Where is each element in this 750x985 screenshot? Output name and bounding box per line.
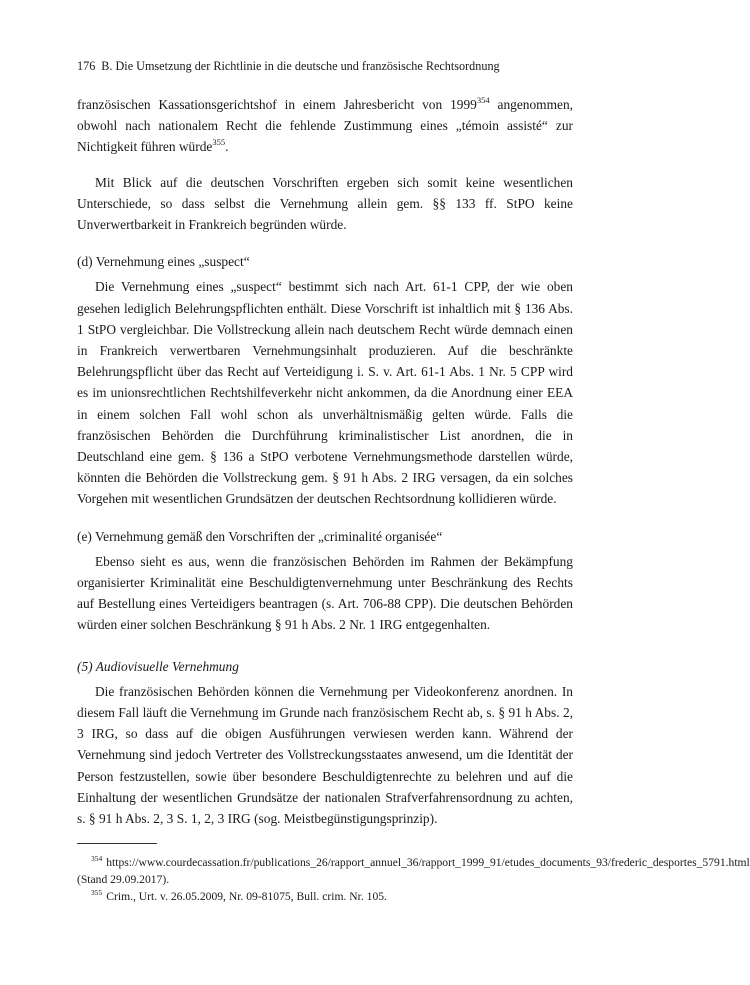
running-head (77, 58, 573, 74)
footnote-number: 355 (91, 888, 103, 897)
paragraph-4: Ebenso sieht es aus, wenn die französischen Behörden im Rahmen der Bekämpfung organisierter Kriminalität eine Beschuldigtenvernehmung unter Beschränkung des Rechts auf Bestellung eines Verteidigers beantragen (s. Art. 706-88 CPP). Die deutschen Behörden würden einer solchen Beschränkung § 91 h Abs. 2 Nr. 1 IRG entgegenhalten. (77, 553, 573, 633)
paragraph-1-text-b: angenommen, obwohl nach nationalem Recht die fehlende Zustimmung eines „témoin assisté“ zur Nichtigkeit führen würde (77, 97, 573, 155)
heading-d: (d) Vernehmung eines „suspect“ (77, 254, 250, 270)
heading-e: (e) Vernehmung gemäß den Vorschriften der „criminalité organisée“ (77, 528, 443, 544)
page-number: 176 (77, 59, 96, 73)
paragraph-1-text-c: . (225, 139, 229, 155)
footnote-text: Crim., Urt. v. 26.05.2009, Nr. 09-81075, Bull. crim. Nr. 105. (106, 890, 387, 903)
page-body (77, 58, 573, 829)
footnote-divider (77, 843, 157, 844)
paragraph-2: Mit Blick auf die deutschen Vorschriften ergeben sich somit keine wesentlichen Unterschiede, so dass selbst die Vernehmung allein gem. §§ 133 ff. StPO keine Unverwertbarkeit in Frankreich begründen würde. (77, 174, 573, 233)
footnote-number: 354 (91, 854, 103, 863)
heading-5: (5) Audiovisuelle Vernehmung (77, 658, 239, 674)
paragraph-1 (77, 94, 573, 158)
footnote-354 (77, 854, 750, 888)
footnote-355 (77, 888, 573, 905)
paragraph-1-text-a: französischen Kassationsgerichtshof in einem Jahresbericht von 1999 (77, 97, 477, 112)
paragraph-3: Die Vernehmung eines „suspect“ bestimmt sich nach Art. 61-1 CPP, der wie oben gesehen lediglich Belehrungspflichten enthält. Diese Vorschrift ist inhaltlich mit § 136 Abs. 1 StPO vergleichbar. Die Vollstreckung allein nach deutschem Recht würde demnach einen in Frankreich verwertbaren Vernehmungsinhalt produzieren. Auf die beschränkte Belehrungspflicht über das Recht auf Verteidigung i. S. v. Art. 61-1 Abs. 1 Nr. 5 CPP wird es im unionsrechtlichen Rechtshilfeverkehr nicht ankommen, da die Anordnung einer EEA in einem solchen Fall wohl schon als unverhältnismäßig gelten würde. Falls die französischen Behörden die Durchführung kriminalistischer List anordnen, die in Deutschland eine gem. § 136 a StPO verbotene Vernehmungsmethode darstellen würde, könnten die Behörden die Vollstreckung gem. § 91 h Abs. 2 IRG versagen, da ein solches Vorgehen mit wesentlichen Grundsätzen der deutschen Rechtsordnung kollidieren würde. (77, 279, 573, 507)
footnotes (77, 843, 750, 905)
footnote-ref-355[interactable]: 355 (212, 137, 226, 148)
paragraph-5: Die französischen Behörden können die Vernehmung per Videokonferenz anordnen. In diesem Fall läuft die Vernehmung im Grunde nach französischem Recht ab, s. § 91 h Abs. 2, 3 IRG, so dass auf die obigen Ausführungen verwiesen werden kann. Während der Vernehmung sind jedoch Vertreter des Vollstreckungsstaates anwesend, um die Identität der Person festzustellen, sowie über besondere Beschuldigtenrechte zu belehren und auf die Einhaltung der wesentlichen Grundsätze der nationalen Strafverfahrensordnung zu achten, s. § 91 h Abs. 2, 3 S. 1, 2, 3 IRG (sog. Meistbegünstigungsprinzip). (77, 683, 573, 827)
footnote-ref-354[interactable]: 354 (476, 95, 490, 105)
running-title: B. Die Umsetzung der Richtlinie in die deutsche und französische Rechtsordnung (101, 59, 500, 73)
footnote-text-link[interactable]: https://www.courdecassation.fr/publications_26/rapport_annuel_36/rapport_1999_91/etudes_documents_93/frederic_desportes_5791.html (Stand 29.09.2017). (77, 856, 750, 886)
